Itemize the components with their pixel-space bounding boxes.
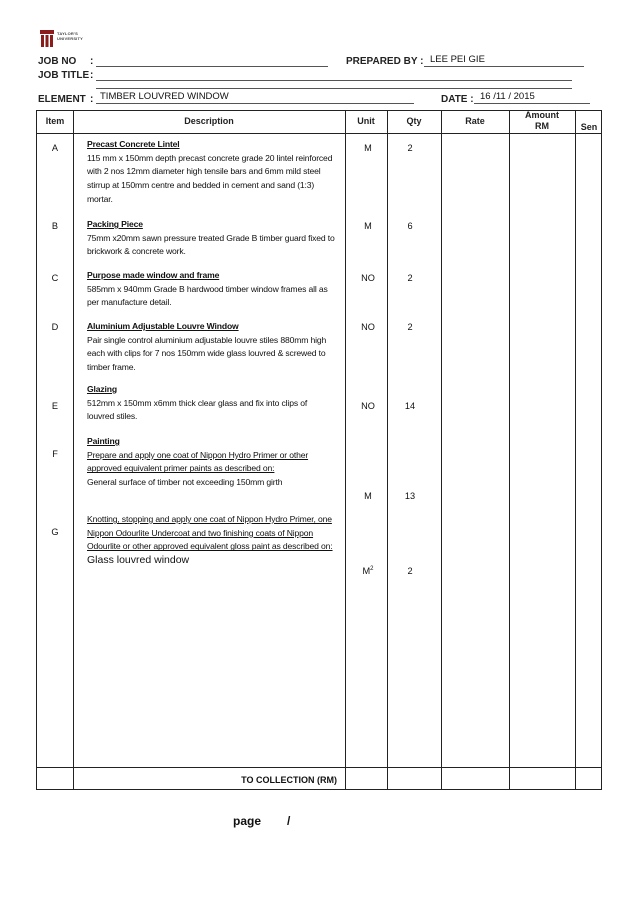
col-header-sen: Sen xyxy=(580,122,598,132)
row-e-qty: 14 xyxy=(404,401,416,411)
job-no-colon: : xyxy=(90,56,94,67)
job-no-label: JOB NO xyxy=(38,56,77,67)
job-title-line-2 xyxy=(96,88,572,89)
col-header-amount-line2: RM xyxy=(535,121,549,131)
page-slash: / xyxy=(287,814,291,828)
date-value[interactable]: 16 /11 / 2015 xyxy=(480,91,535,102)
to-collection-label: TO COLLECTION (RM) xyxy=(241,775,337,785)
row-d-unit: NO xyxy=(361,322,375,332)
row-e-description xyxy=(87,383,335,424)
col-divider-qty xyxy=(441,111,442,789)
row-g-unit-text: M xyxy=(362,566,371,577)
row-g-item: G xyxy=(51,527,59,537)
col-header-description: Description xyxy=(184,116,234,126)
col-header-qty: Qty xyxy=(406,116,422,126)
col-header-amount xyxy=(509,110,575,132)
footer-row-divider xyxy=(37,767,601,768)
header-row-divider xyxy=(37,133,601,134)
page-label: page xyxy=(233,814,262,828)
university-logo xyxy=(40,30,100,50)
col-divider-amount xyxy=(575,111,576,789)
row-g-unit-sup: 2 xyxy=(370,566,374,572)
element-line xyxy=(96,103,414,104)
row-e-unit: NO xyxy=(361,401,375,411)
logo-text-line2: UNIVERSITY xyxy=(57,36,84,41)
row-d-title: Aluminium Adjustable Louvre Window xyxy=(87,321,239,331)
row-g-description xyxy=(87,513,335,568)
date-label: DATE : xyxy=(441,94,474,105)
row-e-text: 512mm x 150mm x6mm thick clear glass and fix into clips of louvred stiles. xyxy=(87,397,308,422)
row-b-unit: M xyxy=(364,221,372,231)
university-crest-icon xyxy=(40,30,54,48)
row-f-unit: M xyxy=(364,491,372,501)
row-g-underlined-text: Knotting, stopping and apply one coat of Nippon Hydro Primer, one Nippon Odourlite Undercoat and two finishing coats of Nippon Odourlite or other approved equivalent gloss paint as described on: xyxy=(87,514,333,552)
col-header-item: Item xyxy=(45,116,65,126)
row-f-item: F xyxy=(52,449,58,459)
row-c-item: C xyxy=(51,273,59,283)
job-title-line xyxy=(96,80,572,81)
col-divider-unit xyxy=(387,111,388,789)
logo-text-line1: TAYLOR'S xyxy=(57,31,78,36)
col-divider-item xyxy=(73,111,74,789)
row-b-item: B xyxy=(51,221,59,231)
row-e-title: Glazing xyxy=(87,384,117,394)
job-title-label: JOB TITLE xyxy=(38,70,90,81)
row-g-qty: 2 xyxy=(407,566,413,576)
element-label: ELEMENT xyxy=(38,94,86,105)
row-c-text: 585mm x 940mm Grade B hardwood timber window frames all as per manufacture detail. xyxy=(87,283,328,308)
bill-of-quantities-table xyxy=(36,110,602,790)
prepared-by-label: PREPARED BY : xyxy=(346,56,424,67)
row-a-description xyxy=(87,138,335,207)
row-a-unit: M xyxy=(364,143,372,153)
row-a-text: 115 mm x 150mm depth precast concrete grade 20 lintel reinforced with 2 nos 12mm diameter high tensile bars and 6mm mild steel stirrup at 150mm centre and bedded in cement and sand (1:3) mortar. xyxy=(87,152,333,204)
col-header-amount-line1: Amount xyxy=(525,110,559,120)
row-e-item: E xyxy=(51,401,59,411)
row-g-unit xyxy=(352,566,384,576)
row-f-description xyxy=(87,435,335,490)
row-f-text: General surface of timber not exceeding 150mm girth xyxy=(87,477,283,488)
row-f-underlined-text: Prepare and apply one coat of Nippon Hydro Primer or other approved equivalent primer paints as described on: xyxy=(87,449,309,474)
row-a-title: Precast Concrete Lintel xyxy=(87,139,180,149)
job-no-line xyxy=(96,66,328,67)
row-d-item: D xyxy=(51,322,59,332)
row-f-title: Painting xyxy=(87,436,120,446)
row-c-title: Purpose made window and frame xyxy=(87,270,220,280)
row-c-unit: NO xyxy=(361,273,375,283)
row-d-qty: 2 xyxy=(407,322,413,332)
job-title-colon: : xyxy=(90,70,94,81)
row-f-qty: 13 xyxy=(404,491,416,501)
row-b-title: Packing Piece xyxy=(87,219,143,229)
row-b-text: 75mm x20mm sawn pressure treated Grade B timber guard fixed to brickwork & concrete work. xyxy=(87,232,335,257)
row-g-text: Glass louvred window xyxy=(87,554,190,567)
row-d-text: Pair single control aluminium adjustable louvre stiles 880mm high each with clips for 7 nos 150mm wide glass louvred & screwed to timber frame. xyxy=(87,334,327,373)
row-b-description xyxy=(87,218,335,259)
row-b-qty: 6 xyxy=(407,221,413,231)
prepared-by-line xyxy=(424,66,584,67)
row-c-description xyxy=(87,269,335,310)
row-c-qty: 2 xyxy=(407,273,413,283)
row-a-qty: 2 xyxy=(407,143,413,153)
row-d-description xyxy=(87,320,335,375)
element-colon: : xyxy=(90,94,94,105)
prepared-by-value[interactable]: LEE PEI GIE xyxy=(430,54,485,65)
col-divider-rate xyxy=(509,111,510,789)
col-header-unit: Unit xyxy=(357,116,375,126)
col-header-rate: Rate xyxy=(465,116,485,126)
element-value[interactable]: TIMBER LOUVRED WINDOW xyxy=(100,91,229,102)
date-line xyxy=(474,103,590,104)
col-divider-description xyxy=(345,111,346,789)
row-a-item: A xyxy=(51,143,59,153)
